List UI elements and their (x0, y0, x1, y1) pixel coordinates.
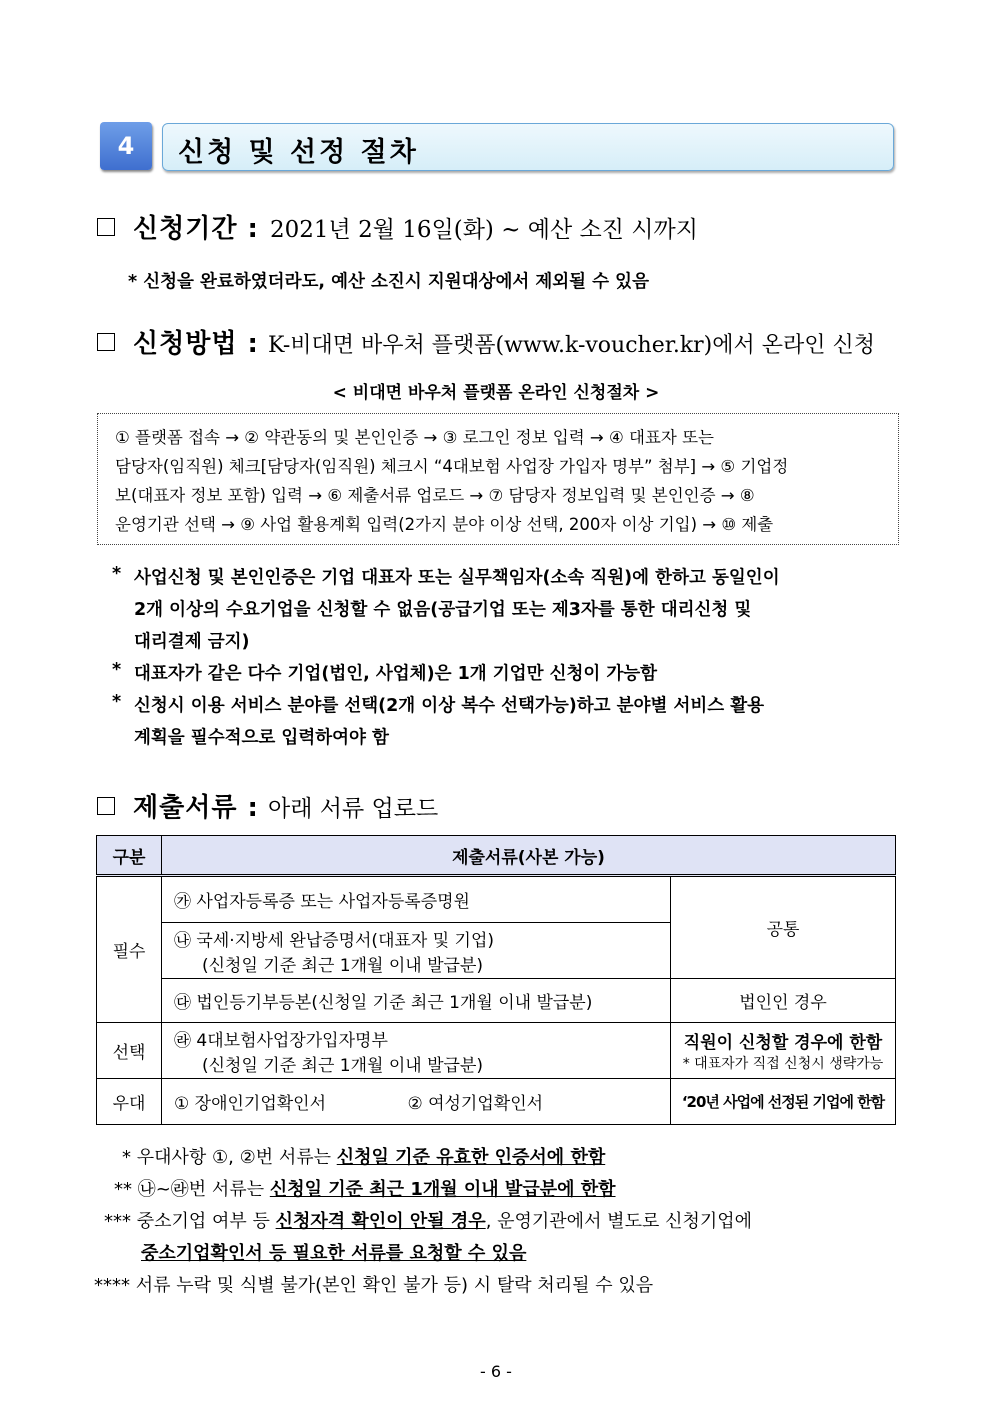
doc-item-subline: (신청일 기준 최근 1개월 이내 발급분) (202, 955, 484, 976)
checkbox-icon (97, 797, 115, 815)
pref-item: ② 여성기업확인서 (407, 1094, 544, 1114)
doc-item-line: ㉱ 4대보험사업장가입자명부 (174, 1030, 388, 1051)
footnote-emphasis: 신청일 기준 최근 1개월 이내 발급분에 한함 (269, 1179, 616, 1200)
note-star: * (112, 692, 122, 712)
footnote-emphasis: 중소기업확인서 등 필요한 서류를 요청할 수 있음 (141, 1243, 527, 1264)
method-note-line: 대표자가 같은 다수 기업(법인, 사업체)은 1개 기업만 신청이 가능함 (134, 664, 658, 684)
category-optional: 선택 (97, 1023, 162, 1079)
method-note-line: 대리결제 금지) (134, 632, 250, 652)
doc-scope: 공통 (671, 876, 896, 979)
footnote-text: *** 중소기업 여부 등 (104, 1211, 276, 1232)
doc-item (162, 923, 671, 979)
table-header-docs: 제출서류(사본 가능) (162, 836, 896, 876)
procedure-line: 보(대표자 정보 포함) 입력 → ⑥ 제출서류 업로드 → ⑦ 담당자 정보입력 및 본인인증 → ⑧ (115, 486, 755, 505)
category-required: 필수 (97, 876, 162, 1023)
docs-heading (133, 787, 438, 824)
footnote: **** 서류 누락 및 식별 불가(본인 확인 불가 등) 시 탈락 처리될 수 있음 (94, 1275, 654, 1296)
method-note-line: 계획을 필수적으로 입력하여야 함 (134, 728, 389, 748)
procedure-subtitle: < 비대면 바우처 플랫폼 온라인 신청절차 > (332, 383, 660, 403)
footnote-text: , 운영기관에서 별도로 신청기업에 (485, 1211, 753, 1232)
checkbox-icon (97, 333, 115, 351)
section-number: 4 (100, 122, 152, 170)
note-star: * (112, 660, 122, 680)
footnote-emphasis: 신청자격 확인이 안될 경우 (275, 1211, 486, 1232)
footnote (141, 1239, 526, 1265)
period-label: 신청기간 : (133, 214, 259, 244)
method-note-line: 2개 이상의 수요기업을 신청할 수 없음(공급기업 또는 제3자를 통한 대리신청 및 (134, 600, 752, 620)
footnote-emphasis: 신청일 기준 유효한 인증서에 한함 (336, 1147, 606, 1168)
doc-item-line: ㉯ 국세·지방세 완납증명서(대표자 및 기업) (174, 930, 495, 951)
category-preferred: 우대 (97, 1079, 162, 1125)
doc-item (162, 1023, 671, 1079)
procedure-line: 운영기관 선택 → ⑨ 사업 활용계획 입력(2가지 분야 이상 선택, 200자 이상 기입) → ⑩ 제출 (115, 515, 774, 534)
period-value: 2021년 2월 16일(화) ~ 예산 소진 시까지 (270, 217, 698, 243)
method-note-line: 사업신청 및 본인인증은 기업 대표자 또는 실무책임자(소속 직원)에 한하고 동일인이 (134, 568, 780, 588)
docs-value: 아래 서류 업로드 (268, 796, 439, 822)
period-heading (133, 208, 698, 245)
doc-scope-main: 직원이 신청할 경우에 한함 (683, 1033, 883, 1053)
method-label: 신청방법 : (133, 329, 259, 359)
procedure-line: 담당자(임직원) 체크[담당자(임직원) 체크시 “4대보험 사업장 가입자 명부” 첨부] → ⑤ 기업정 (115, 457, 789, 476)
page-number: - 6 - (480, 1362, 512, 1381)
footnote-text: ** ㉯~㉱번 서류는 (114, 1179, 270, 1200)
doc-scope: 법인인 경우 (671, 979, 896, 1023)
method-value: K-비대면 바우처 플랫폼(www.k-voucher.kr)에서 온라인 신청 (268, 333, 876, 358)
doc-item: ㉰ 법인등기부등본(신청일 기준 최근 1개월 이내 발급분) (162, 979, 671, 1023)
procedure-line: ① 플랫폼 접속 → ② 약관동의 및 본인인증 → ③ 로그인 정보 입력 → ④ 대표자 또는 (115, 428, 714, 447)
note-star: * (112, 564, 122, 584)
footnote (104, 1207, 752, 1233)
footnote-text: * 우대사항 ①, ②번 서류는 (122, 1147, 337, 1168)
pref-item: ① 장애인기업확인서 (174, 1094, 327, 1114)
doc-scope (671, 1023, 896, 1079)
checkbox-icon (97, 218, 115, 236)
documents-table (96, 835, 896, 1125)
period-note: * 신청을 완료하였더라도, 예산 소진시 지원대상에서 제외될 수 있음 (128, 272, 649, 292)
footnote (122, 1143, 605, 1169)
doc-item: ㉮ 사업자등록증 또는 사업자등록증명원 (162, 876, 671, 923)
doc-scope-sub: * 대표자가 직접 신청시 생략가능 (682, 1056, 884, 1072)
footnote (114, 1175, 616, 1201)
doc-item-subline: (신청일 기준 최근 1개월 이내 발급분) (202, 1055, 484, 1076)
table-header-category: 구분 (97, 836, 162, 876)
method-note-line: 신청시 이용 서비스 분야를 선택(2개 이상 복수 선택가능)하고 분야별 서비스 활용 (134, 696, 765, 716)
docs-label: 제출서류 : (133, 793, 259, 823)
method-heading (133, 323, 875, 360)
doc-item (162, 1079, 671, 1125)
section-title: 신청 및 선정 절차 (178, 137, 419, 168)
doc-scope: ‘20년 사업에 선정된 기업에 한함 (671, 1079, 896, 1125)
